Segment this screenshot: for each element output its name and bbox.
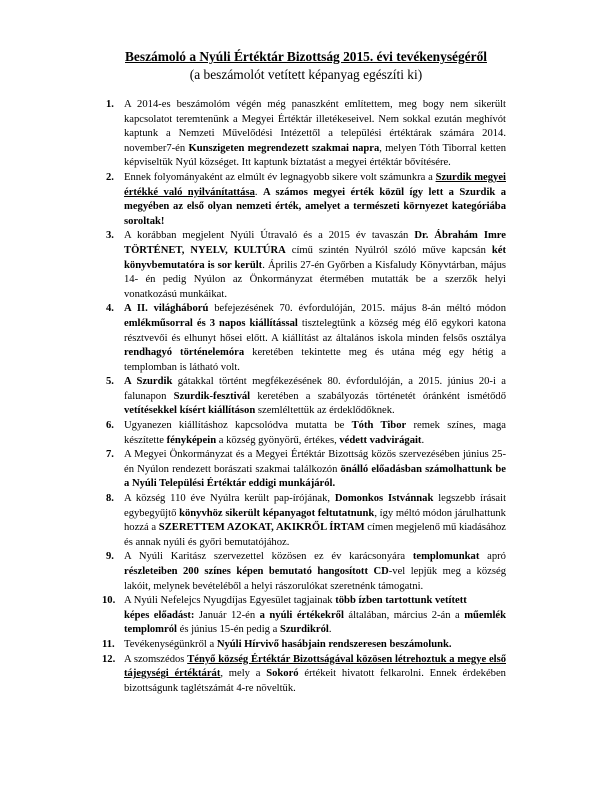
list-item-text: Dr. Ábrahám Imre TÖRTÉNET, NYELV, KULTÚRA xyxy=(124,230,506,256)
list-item xyxy=(102,653,506,697)
list-item-text: legszebb írásait egybegyűjtő xyxy=(124,493,507,519)
list-item-number: 5. xyxy=(106,376,114,388)
list-item-text: általában, március 2-án a xyxy=(343,609,465,621)
list-item-text: értékeit hivatott felkarolni. Ennek érdekében bizottságunk taglétszámát 4-re növeltük. xyxy=(124,668,506,694)
list-item-number: 7. xyxy=(106,449,114,461)
list-item xyxy=(102,171,506,229)
list-item-text: , melyen Tóth Tiborral ketten képviseltük Nyúl községet. Itt kaptunk bíztatást a megyei értéktár bővítésére. xyxy=(124,142,506,169)
list-item-text: , így méltó módon járulhattunk hozzá a xyxy=(124,507,506,534)
list-item-number: 3. xyxy=(106,230,114,242)
list-item xyxy=(102,594,506,638)
list-item xyxy=(102,492,506,550)
list-item-text: Sokoró xyxy=(266,668,299,680)
list-item-text: -vel lepjük meg a község lakóit, melynek bevételéből a helyi rászorulókat szeretnénk támogatni. xyxy=(124,566,506,592)
list-item-text: Tóth Tibor xyxy=(351,420,407,432)
list-item-text: , mely a xyxy=(220,668,267,680)
list-item-number: 2. xyxy=(106,171,114,183)
list-item-text: A Szurdik xyxy=(124,376,173,388)
list-item-text: . xyxy=(421,434,425,446)
list-item-text: templomunkat xyxy=(412,551,480,563)
list-item-text: két könyvbemutatóra is sor került xyxy=(124,244,506,271)
list-item-text: remek színes, maga készítette xyxy=(124,420,506,446)
list-item-text: A Nyúli Nefelejcs Nyugdíjas Egyesület tagjainak xyxy=(124,595,336,607)
list-item-number: 11. xyxy=(102,638,115,650)
list-item-text: A Nyúli Karitász szervezettel közösen ez év karácsonyára xyxy=(124,551,413,563)
list-item-text: Szurdik megyei értékké való nyilvánítattása xyxy=(124,171,506,198)
list-item-text: című szintén Nyúlról szóló műve kapcsán xyxy=(285,244,492,256)
list-item-text: Szurdikról xyxy=(279,624,329,636)
list-item-text: Domonkos Istvánnak xyxy=(334,493,434,505)
list-item xyxy=(102,550,506,594)
list-item-text: Ugyanezen kiállításhoz kapcsolódva mutatta be xyxy=(124,420,352,432)
list-item-number: 6. xyxy=(106,420,114,432)
list-item-text: címen megjelenő mű kiadásához és annak nyúli és győri bemutatójához. xyxy=(124,522,507,548)
document-subtitle: (a beszámolót vetített képanyag egészíti ki) xyxy=(189,67,423,82)
list-item-text: Szurdik-fesztivál xyxy=(173,390,251,402)
document-title: Beszámoló a Nyúli Értéktár Bizottság 2015. évi tevékenységéről xyxy=(125,49,487,64)
list-item-text: . Április 27-én Győrben a Kisfaludy Könyvtárban, május 14- én pedig Nyúlon az Önkormányzat étermében mutatták be a szerzők helyi vonatkozású munkáikat. xyxy=(124,259,507,300)
list-item-number: 1. xyxy=(106,99,114,110)
list-item-text: Január 12-én xyxy=(194,609,260,621)
list-item xyxy=(102,229,506,302)
list-item-text: A Megyei Önkormányzat és a Megyei Értéktár Bizottság közös szervezésében június 25-én Nyúlon rendezett borászati szakmai találkozón xyxy=(124,449,506,475)
list-item-text: részleteiben 200 színes képen bemutató hangosított CD xyxy=(124,566,389,577)
list-item-text: gátakkal történt megfékezésének 80. évfordulóján, a 2015. június 20-i a falunapon xyxy=(124,376,506,402)
list-item xyxy=(102,419,506,448)
list-item-number: 4. xyxy=(106,303,114,315)
list-item-text: A korábban megjelent Nyúli Útravaló és a 2015 év tavaszán xyxy=(124,230,415,242)
list-item-text: A II. világháború xyxy=(124,303,209,315)
list-item-text: apró xyxy=(479,551,506,563)
list-item-text: A község 110 éve Nyúlra került pap-írójának, xyxy=(124,493,335,505)
list-item-text: önálló előadásban számolhattunk be a Nyúli Települési Értéktár eddigi munkájáról. xyxy=(124,463,506,490)
list-item-text: fényképein xyxy=(166,434,217,446)
list-item-text: szemléltettük az érdeklődőknek. xyxy=(255,405,395,417)
list-item-text: műemlék templomról xyxy=(124,609,506,636)
list-item-text: rendhagyó történelemóra xyxy=(124,347,245,359)
list-item xyxy=(102,638,506,653)
list-item xyxy=(102,448,506,492)
list-item-number: 8. xyxy=(106,493,114,505)
list-item-text: és június 15-én pedig a xyxy=(176,624,280,636)
list-item-text: tisztelegtünk a község még élő egykori katona résztvevői és elhunyt hősei előtt. A kiállítást az általános iskola minden felsős osztálya xyxy=(124,317,506,344)
list-item xyxy=(102,98,506,171)
list-item-text: SZERETTEM AZOKAT, AKIKRŐL ÍRTAM xyxy=(158,522,365,534)
list-item-text: A 2014-es beszámolóm végén még panaszként említettem, meg bogy nem sikerült kapcsolatot teremtenünk a Megyei Értéktár illetékeseivel. Nem sokkal ezután meghívót kaptunk a Nemzeti Művelődési Intézettől a települési értéktárak számára 2014. november7-én xyxy=(124,99,506,154)
list-item-text: a község gyönyörű, értékes, xyxy=(216,434,340,446)
list-item-text: Tevékenységünkről a xyxy=(124,638,217,650)
list-item-text: A számos megyei érték közül így lett a Szurdik a megyében az első olyan nemzeti érték, amelyet a természeti környezet kategóriába soroltak! xyxy=(124,186,506,227)
list-item-text: A szomszédos xyxy=(124,653,188,665)
list-item-text: befejezésének 70. évfordulóján, 2015. május 8-án méltó módon xyxy=(208,303,506,315)
list-item-text: több ízben tartottunk vetített xyxy=(335,595,467,607)
list-item-text: Kunszigeten megrendezett szakmai napra xyxy=(188,142,380,154)
list-item xyxy=(102,302,506,375)
list-item-number: 10. xyxy=(102,595,116,607)
list-item-text: . xyxy=(328,624,332,636)
list-item-text: Nyúli Hírvivő hasábjain rendszeresen beszámolunk. xyxy=(216,638,452,650)
list-item-text: vetítésekkel kísért kiállításon xyxy=(124,405,256,417)
list-item-number: 9. xyxy=(106,551,114,563)
list-item-text: emlékműsorral és 3 napos kiállítással xyxy=(124,317,298,329)
list-item-text: Tényő község Értéktár Bizottságával közösen létrehoztuk a megye első tájegységi értéktárát xyxy=(124,653,507,680)
list-item-text: képes előadást: xyxy=(124,609,195,621)
list-item xyxy=(102,375,506,419)
list-item-text: keretében tekintette meg és utána még egy hétig a templomban is látható volt. xyxy=(124,347,506,373)
list-item-text: Ennek folyományaként az elmúlt év legnagyobb sikere volt számunkra a xyxy=(124,171,436,183)
activity-list xyxy=(102,98,506,696)
list-item-text: védett vadvirágait xyxy=(339,434,422,446)
list-item-number: 12. xyxy=(102,653,116,665)
list-item-text: keretében a szabályozás történetét óránként ismétődő xyxy=(250,390,506,402)
list-item-text: könyvhöz sikerült képanyagot feltutatnunk xyxy=(179,507,375,519)
list-item-text: . xyxy=(254,186,263,198)
list-item-text: a nyúli értékekről xyxy=(259,609,344,621)
